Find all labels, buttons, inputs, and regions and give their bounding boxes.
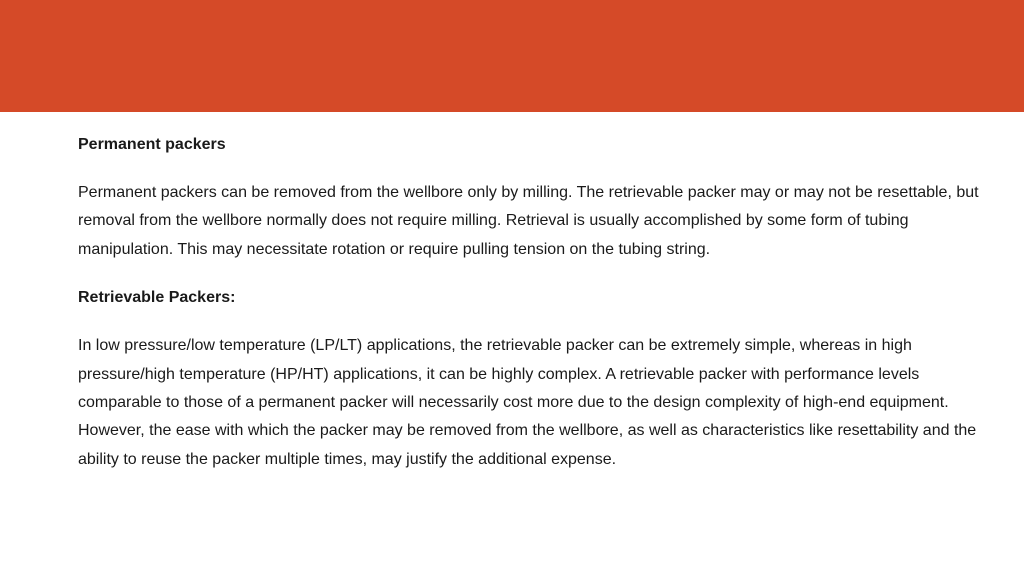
slide-content (78, 131, 998, 494)
section-heading-retrievable-packers: Retrievable Packers: (78, 289, 236, 307)
section-heading-permanent-packers: Permanent packers (78, 136, 226, 153)
header-bar (0, 0, 1024, 112)
section-body-retrievable-packers: In low pressure/low temperature (LP/LT) applications, the retrievable packer can be extremely simple, whereas in high pressure/high temperature (HP/HT) applications, it can be highly complex. A retrievable packer with performance levels comparable to those of a permanent packer will necessarily cost more due to the design complexity of high-end equipment. However, the ease with which the packer may be removed from the wellbore, as well as characteristics like resettability and the ability to reuse the packer multiple times, may justify the additional expense. (78, 337, 977, 468)
section-body-permanent-packers: Permanent packers can be removed from the wellbore only by milling. The retrievable packer may or may not be resettable, but removal from the wellbore normally does not require milling. Retrieval is usually accomplished by some form of tubing manipulation. This may necessitate rotation or require pulling tension on the tubing string. (78, 184, 979, 258)
